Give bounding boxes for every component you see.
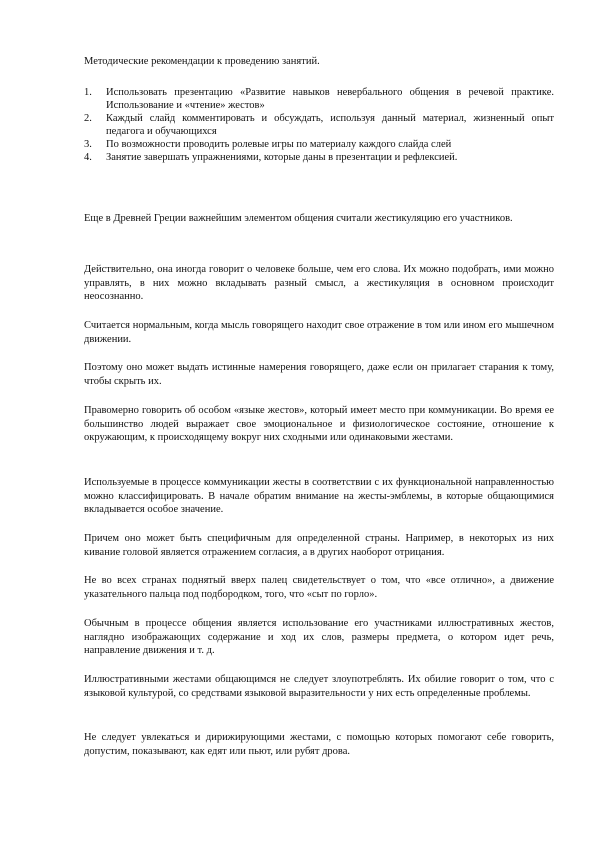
list-item-number: 1. [84, 87, 92, 98]
list-item-number: 4. [84, 152, 92, 163]
recommendations-list [84, 86, 554, 164]
paragraph: Не следует увлекаться и дирижирующими жестами, с помощью которых помогают себе говорить, допустим, показывают, как едят или пьют, или рубят дрова. [84, 732, 554, 757]
list-item-text: Занятие завершать упражнениями, которые даны в презентации и рефлексией. [106, 152, 458, 163]
list-item [84, 151, 554, 164]
list-item-text: Каждый слайд комментировать и обсуждать, используя данный материал, жизненный опыт педагога и обучающихся [106, 113, 554, 137]
list-item [84, 86, 554, 112]
list-item-number: 2. [84, 113, 92, 124]
paragraph: Действительно, она иногда говорит о человеке больше, чем его слова. Их можно подобрать, ими можно управлять, в них можно вкладывать разный смысл, а жестикуляция в основном происходит неосознанно. [84, 264, 554, 302]
paragraph: Не во всех странах поднятый вверх палец свидетельствует о том, что «все отлично», а движение указательного пальца под подбородком, того, что «сыт по горло». [84, 575, 554, 600]
paragraph: Поэтому оно может выдать истинные намерения говорящего, даже если он прилагает старания к тому, чтобы скрыть их. [84, 362, 554, 387]
paragraph: Еще в Древней Греции важнейшим элементом общения считали жестикуляцию его участников. [84, 213, 513, 224]
list-item-text: Использовать презентацию «Развитие навыков невербального общения в речевой практике. Использование и «чтение» жестов» [106, 87, 554, 111]
document-heading: Методические рекомендации к проведению занятий. [84, 56, 320, 67]
paragraph: Обычным в процессе общения является использование его участниками иллюстративных жестов, наглядно изображающих содержание и ход их слов, размеры предмета, о котором идет речь, направление движения и т. д. [84, 618, 554, 656]
paragraph: Используемые в процессе коммуникации жесты в соответствии с их функциональной направленностью можно классифицировать. В начале обратим внимание на жесты-эмблемы, в которые общающимися вкладывается особое значение. [84, 477, 554, 515]
list-item-text: По возможности проводить ролевые игры по материалу каждого слайда слей [106, 139, 452, 150]
paragraph: Правомерно говорить об особом «языке жестов», который имеет место при коммуникации. Во время ее большинство людей выражает свое эмоциональное и физиологическое состояние, отношение к окружающим, к происходящему вокруг них сходными или одинаковыми жестами. [84, 405, 554, 443]
list-item-number: 3. [84, 139, 92, 150]
list-item [84, 112, 554, 138]
paragraph: Иллюстративными жестами общающимся не следует злоупотреблять. Их обилие говорит о том, что с языковой культурой, со средствами языковой выразительности у них есть определенные проблемы. [84, 674, 554, 699]
list-item [84, 138, 554, 151]
paragraph: Считается нормальным, когда мысль говорящего находит свое отражение в том или ином его мышечном движении. [84, 320, 554, 345]
paragraph: Причем оно может быть специфичным для определенной страны. Например, в некоторых из них кивание головой является отражением согласия, а в других наоборот отрицания. [84, 533, 554, 558]
